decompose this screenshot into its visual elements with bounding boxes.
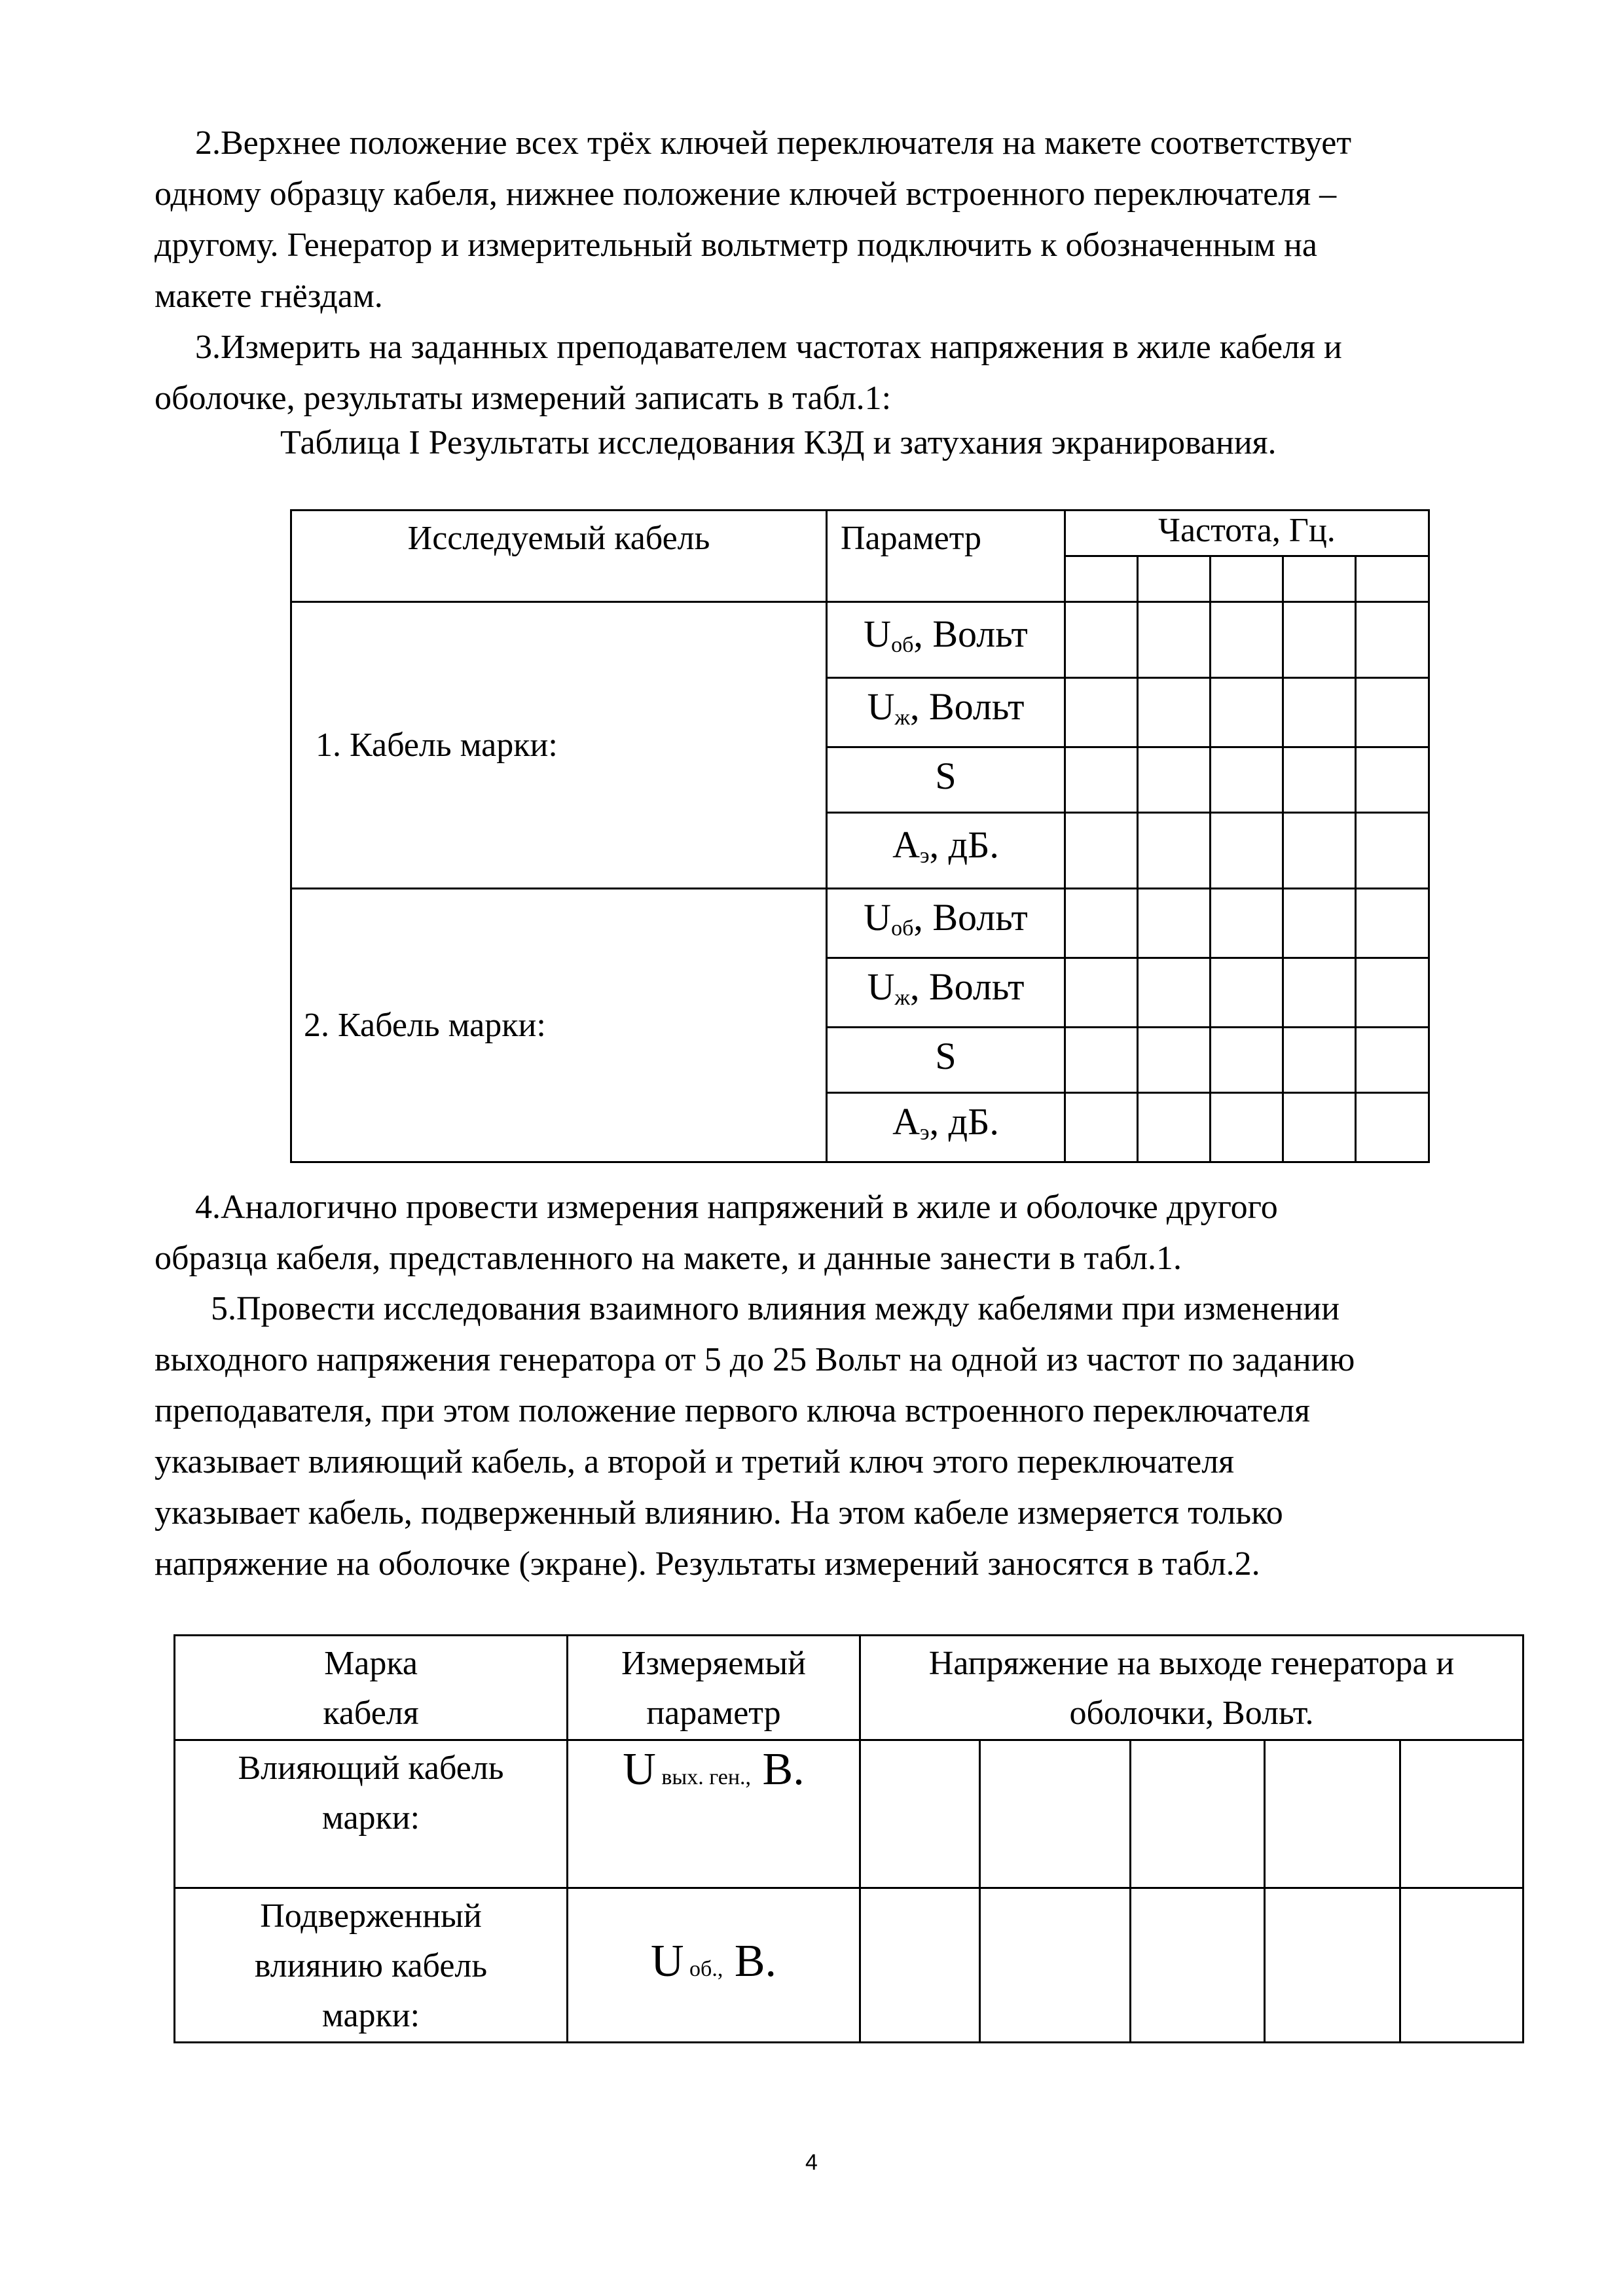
value-cell[interactable] [1065, 958, 1138, 1028]
param-u-ob: $U_{об}$, Вольт [827, 889, 1065, 958]
text-line: напряжение на оболочке (экране). Результаты измерений заносятся в табл.2. [155, 1545, 1260, 1583]
value-cell[interactable] [1283, 1093, 1356, 1162]
value-cell[interactable] [1065, 602, 1138, 678]
value-cell[interactable] [1356, 1028, 1429, 1093]
text-line: 4.Аналогично провести измерения напряжений в жиле и оболочке другого [195, 1189, 1278, 1226]
value-cell[interactable] [1211, 813, 1283, 889]
t2-value-cell[interactable] [1400, 1740, 1523, 1888]
value-cell[interactable] [1065, 1028, 1138, 1093]
text-line: выходного напряжения генератора от 5 до 25 Вольт на одной из частот по заданию [155, 1341, 1355, 1378]
paragraph-2 [155, 118, 1536, 322]
t2-row-influencing: Влияющий кабель марки: [175, 1740, 568, 1888]
param-u-zh: $U_ж$, Вольт [827, 958, 1065, 1028]
header-param: Параметр [827, 511, 1065, 602]
text-line: одному образцу кабеля, нижнее положение ключей встроенного переключателя – [155, 175, 1337, 213]
value-cell[interactable] [1138, 747, 1211, 813]
t2-param-u-ob: U об., В. [568, 1888, 860, 2043]
value-cell[interactable] [1283, 678, 1356, 747]
t2-row-affected: Подверженный влиянию кабель марки: [175, 1888, 568, 2043]
t2-value-cell[interactable] [1265, 1740, 1400, 1888]
param-s: S [827, 1028, 1065, 1093]
text-line: образца кабеля, представленного на макете, и данные занести в табл.1. [155, 1240, 1182, 1277]
t2-value-cell[interactable] [1400, 1888, 1523, 2043]
param-u-zh: $U_ж$, Вольт [827, 678, 1065, 747]
text-line: преподавателя, при этом положение первого ключа встроенного переключателя [155, 1392, 1311, 1429]
t2-value-cell[interactable] [1131, 1888, 1265, 2043]
t2-header-voltage: Напряжение на выходе генератора и оболочки, Вольт. [860, 1636, 1523, 1740]
table-1 [290, 509, 1430, 1163]
value-cell[interactable] [1356, 1093, 1429, 1162]
page-number: 4 [805, 2150, 818, 2175]
param-a-e: $А_э$, дБ. [827, 1093, 1065, 1162]
frequency-cell[interactable] [1211, 556, 1283, 602]
text-line: указывает влияющий кабель, а второй и третий ключ этого переключателя [155, 1443, 1235, 1480]
value-cell[interactable] [1138, 813, 1211, 889]
frequency-cell[interactable] [1356, 556, 1429, 602]
value-cell[interactable] [1283, 889, 1356, 958]
t2-value-cell[interactable] [1265, 1888, 1400, 2043]
t2-header-mark: Марка кабеля [175, 1636, 568, 1740]
paragraph-5 [155, 1283, 1536, 1590]
value-cell[interactable] [1138, 958, 1211, 1028]
value-cell[interactable] [1138, 889, 1211, 958]
value-cell[interactable] [1211, 889, 1283, 958]
value-cell[interactable] [1283, 747, 1356, 813]
frequency-cell[interactable] [1065, 556, 1138, 602]
value-cell[interactable] [1065, 813, 1138, 889]
value-cell[interactable] [1211, 678, 1283, 747]
frequency-cell[interactable] [1138, 556, 1211, 602]
cable-2-label: 2. Кабель марки: [291, 889, 827, 1162]
value-cell[interactable] [1138, 678, 1211, 747]
text-line: макете гнёздам. [155, 278, 383, 315]
value-cell[interactable] [1211, 958, 1283, 1028]
value-cell[interactable] [1283, 1028, 1356, 1093]
value-cell[interactable] [1211, 602, 1283, 678]
value-cell[interactable] [1356, 958, 1429, 1028]
value-cell[interactable] [1283, 813, 1356, 889]
header-cable: Исследуемый кабель [291, 511, 827, 602]
table-2 [173, 1634, 1524, 2043]
t2-value-cell[interactable] [860, 1888, 980, 2043]
text-line: 2.Верхнее положение всех трёх ключей переключателя на макете соответствует [195, 124, 1352, 162]
value-cell[interactable] [1356, 813, 1429, 889]
param-u-ob: $U_{об}$, Вольт [827, 602, 1065, 678]
text-line: оболочке, результаты измерений записать в табл.1: [155, 380, 892, 417]
frequency-cell[interactable] [1283, 556, 1356, 602]
paragraph-3 [155, 322, 1536, 424]
table1-caption: Таблица I Результаты исследования КЗД и затухания экранирования. [280, 424, 1277, 461]
value-cell[interactable] [1356, 747, 1429, 813]
value-cell[interactable] [1283, 602, 1356, 678]
value-cell[interactable] [1356, 602, 1429, 678]
t2-value-cell[interactable] [980, 1740, 1131, 1888]
value-cell[interactable] [1211, 1093, 1283, 1162]
text-line: 3.Измерить на заданных преподавателем частотах напряжения в жиле кабеля и [195, 329, 1342, 366]
value-cell[interactable] [1138, 1028, 1211, 1093]
text-line: другому. Генератор и измерительный вольтметр подключить к обозначенным на [155, 226, 1317, 264]
param-a-e: $А_э$, дБ. [827, 813, 1065, 889]
t2-header-param: Измеряемый параметр [568, 1636, 860, 1740]
header-frequency: Частота, Гц. [1065, 511, 1429, 556]
t2-param-u-gen: U вых. ген., В. [568, 1740, 860, 1888]
value-cell[interactable] [1283, 958, 1356, 1028]
param-s: S [827, 747, 1065, 813]
value-cell[interactable] [1065, 1093, 1138, 1162]
text-line: указывает кабель, подверженный влиянию. На этом кабеле измеряется только [155, 1494, 1283, 1532]
value-cell[interactable] [1211, 1028, 1283, 1093]
value-cell[interactable] [1065, 678, 1138, 747]
t2-value-cell[interactable] [1131, 1740, 1265, 1888]
value-cell[interactable] [1065, 747, 1138, 813]
text-line: 5.Провести исследования взаимного влияния между кабелями при изменении [211, 1290, 1340, 1327]
t2-value-cell[interactable] [980, 1888, 1131, 2043]
value-cell[interactable] [1138, 1093, 1211, 1162]
value-cell[interactable] [1211, 747, 1283, 813]
value-cell[interactable] [1138, 602, 1211, 678]
value-cell[interactable] [1065, 889, 1138, 958]
value-cell[interactable] [1356, 889, 1429, 958]
t2-value-cell[interactable] [860, 1740, 980, 1888]
paragraph-4 [155, 1182, 1536, 1284]
cable-1-label: 1. Кабель марки: [291, 602, 827, 889]
value-cell[interactable] [1356, 678, 1429, 747]
